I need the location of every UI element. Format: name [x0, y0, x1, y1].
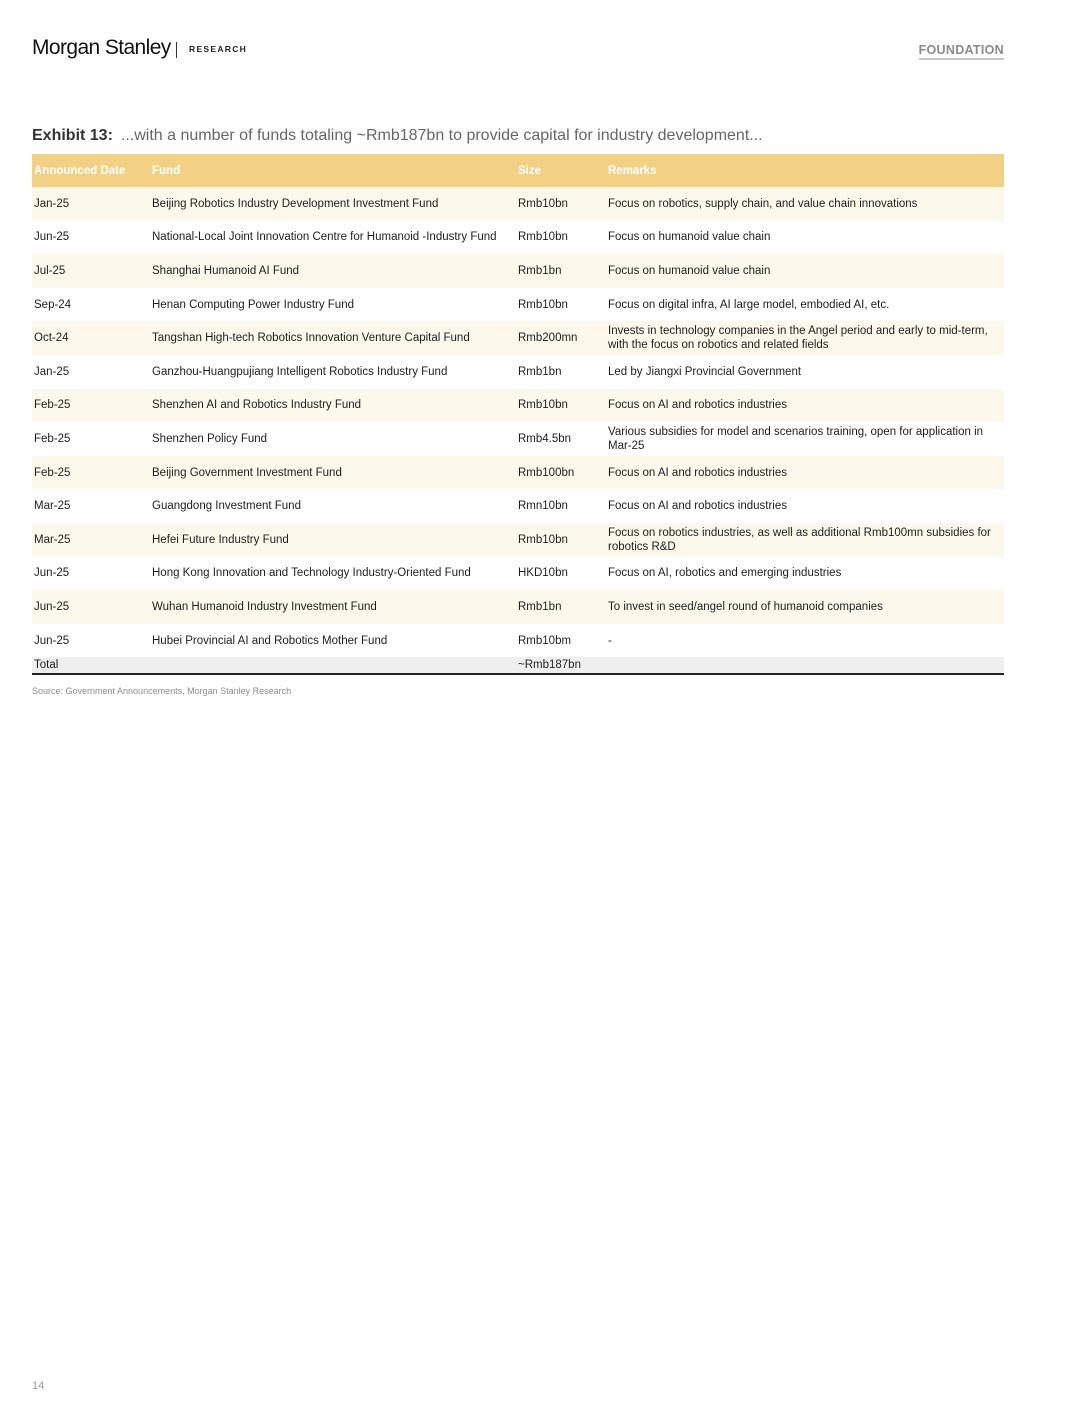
cell-date: Jan-25	[32, 355, 150, 389]
table-body	[32, 187, 1004, 674]
cell-size: Rmb10bn	[516, 187, 606, 221]
table-row	[32, 422, 1004, 456]
cell-size: Rmb4.5bn	[516, 422, 606, 456]
cell-size: Rmb1bn	[516, 590, 606, 624]
cell-date: Jun-25	[32, 221, 150, 255]
table-row	[32, 489, 1004, 523]
cell-size: Rmb100bn	[516, 456, 606, 490]
table-row	[32, 624, 1004, 658]
cell-remarks: Focus on AI and robotics industries	[606, 456, 1004, 490]
cell-remarks: Focus on humanoid value chain	[606, 254, 1004, 288]
cell-fund: Tangshan High-tech Robotics Innovation Venture Capital Fund	[150, 321, 516, 355]
table-row	[32, 389, 1004, 423]
table-row	[32, 187, 1004, 221]
total-fund	[150, 657, 516, 674]
cell-size: Rmn10bn	[516, 489, 606, 523]
morgan-stanley-logo: Morgan Stanley	[32, 36, 171, 59]
cell-date: Feb-25	[32, 422, 150, 456]
cell-remarks: Various subsidies for model and scenarios training, open for application in Mar-25	[606, 422, 1004, 456]
logo-research-label: RESEARCH	[189, 44, 248, 54]
cell-fund: National-Local Joint Innovation Centre for Humanoid -Industry Fund	[150, 221, 516, 255]
cell-remarks: Led by Jiangxi Provincial Government	[606, 355, 1004, 389]
cell-date: Oct-24	[32, 321, 150, 355]
cell-fund: Shenzhen Policy Fund	[150, 422, 516, 456]
exhibit-caption: ...with a number of funds totaling ~Rmb187bn to provide capital for industry development...	[120, 127, 763, 144]
cell-size: HKD10bn	[516, 557, 606, 591]
header-fund: Fund	[150, 154, 516, 187]
table-row	[32, 523, 1004, 557]
cell-remarks: Focus on AI and robotics industries	[606, 489, 1004, 523]
cell-fund: Beijing Government Investment Fund	[150, 456, 516, 490]
cell-fund: Ganzhou-Huangpujiang Intelligent Robotics Industry Fund	[150, 355, 516, 389]
cell-date: Mar-25	[32, 523, 150, 557]
cell-fund: Henan Computing Power Industry Fund	[150, 288, 516, 322]
table-row	[32, 590, 1004, 624]
page-number: 14	[32, 1380, 45, 1392]
logo-divider	[176, 42, 177, 58]
cell-remarks: Focus on robotics industries, as well as additional Rmb100mn subsidies for robotics R&D	[606, 523, 1004, 557]
cell-fund: Beijing Robotics Industry Development Investment Fund	[150, 187, 516, 221]
cell-fund: Hefei Future Industry Fund	[150, 523, 516, 557]
cell-remarks: Focus on robotics, supply chain, and value chain innovations	[606, 187, 1004, 221]
header-announced-date: Announced Date	[32, 154, 150, 187]
table-row	[32, 221, 1004, 255]
table-row	[32, 254, 1004, 288]
cell-size: Rmb10bm	[516, 624, 606, 658]
cell-size: Rmb1bn	[516, 355, 606, 389]
cell-fund: Hong Kong Innovation and Technology Industry-Oriented Fund	[150, 557, 516, 591]
cell-remarks: Focus on digital infra, AI large model, embodied AI, etc.	[606, 288, 1004, 322]
cell-size: Rmb10bn	[516, 523, 606, 557]
cell-date: Jun-25	[32, 590, 150, 624]
cell-fund: Wuhan Humanoid Industry Investment Fund	[150, 590, 516, 624]
cell-fund: Guangdong Investment Fund	[150, 489, 516, 523]
cell-remarks: -	[606, 624, 1004, 658]
cell-date: Sep-24	[32, 288, 150, 322]
total-remarks	[606, 657, 1004, 674]
total-label: Total	[32, 657, 150, 674]
cell-size: Rmb10bn	[516, 221, 606, 255]
cell-fund: Shenzhen AI and Robotics Industry Fund	[150, 389, 516, 423]
cell-date: Feb-25	[32, 456, 150, 490]
header-remarks: Remarks	[606, 154, 1004, 187]
cell-date: Jul-25	[32, 254, 150, 288]
funds-table	[32, 154, 1004, 675]
cell-size: Rmb10bn	[516, 288, 606, 322]
cell-remarks: Focus on humanoid value chain	[606, 221, 1004, 255]
header-size: Size	[516, 154, 606, 187]
cell-date: Jun-25	[32, 557, 150, 591]
table-row	[32, 456, 1004, 490]
table-header-row	[32, 154, 1004, 187]
cell-fund: Hubei Provincial AI and Robotics Mother Fund	[150, 624, 516, 658]
table-row	[32, 321, 1004, 355]
cell-remarks: To invest in seed/angel round of humanoid companies	[606, 590, 1004, 624]
cell-size: Rmb200mn	[516, 321, 606, 355]
table-row	[32, 288, 1004, 322]
cell-size: Rmb1bn	[516, 254, 606, 288]
total-row	[32, 657, 1004, 674]
cell-date: Feb-25	[32, 389, 150, 423]
exhibit-label: Exhibit 13:	[32, 127, 113, 144]
cell-remarks: Invests in technology companies in the Angel period and early to mid-term, with the focus on robotics and related fields	[606, 321, 1004, 355]
cell-date: Mar-25	[32, 489, 150, 523]
cell-date: Jan-25	[32, 187, 150, 221]
cell-date: Jun-25	[32, 624, 150, 658]
foundation-badge: FOUNDATION	[919, 43, 1004, 60]
exhibit-title	[32, 127, 763, 145]
total-size: ~Rmb187bn	[516, 657, 606, 674]
source-note: Source: Government Announcements, Morgan Stanley Research	[32, 686, 292, 696]
cell-size: Rmb10bn	[516, 389, 606, 423]
cell-remarks: Focus on AI and robotics industries	[606, 389, 1004, 423]
cell-fund: Shanghai Humanoid AI Fund	[150, 254, 516, 288]
cell-remarks: Focus on AI, robotics and emerging industries	[606, 557, 1004, 591]
table-row	[32, 355, 1004, 389]
page-header	[32, 36, 1004, 66]
table-row	[32, 557, 1004, 591]
